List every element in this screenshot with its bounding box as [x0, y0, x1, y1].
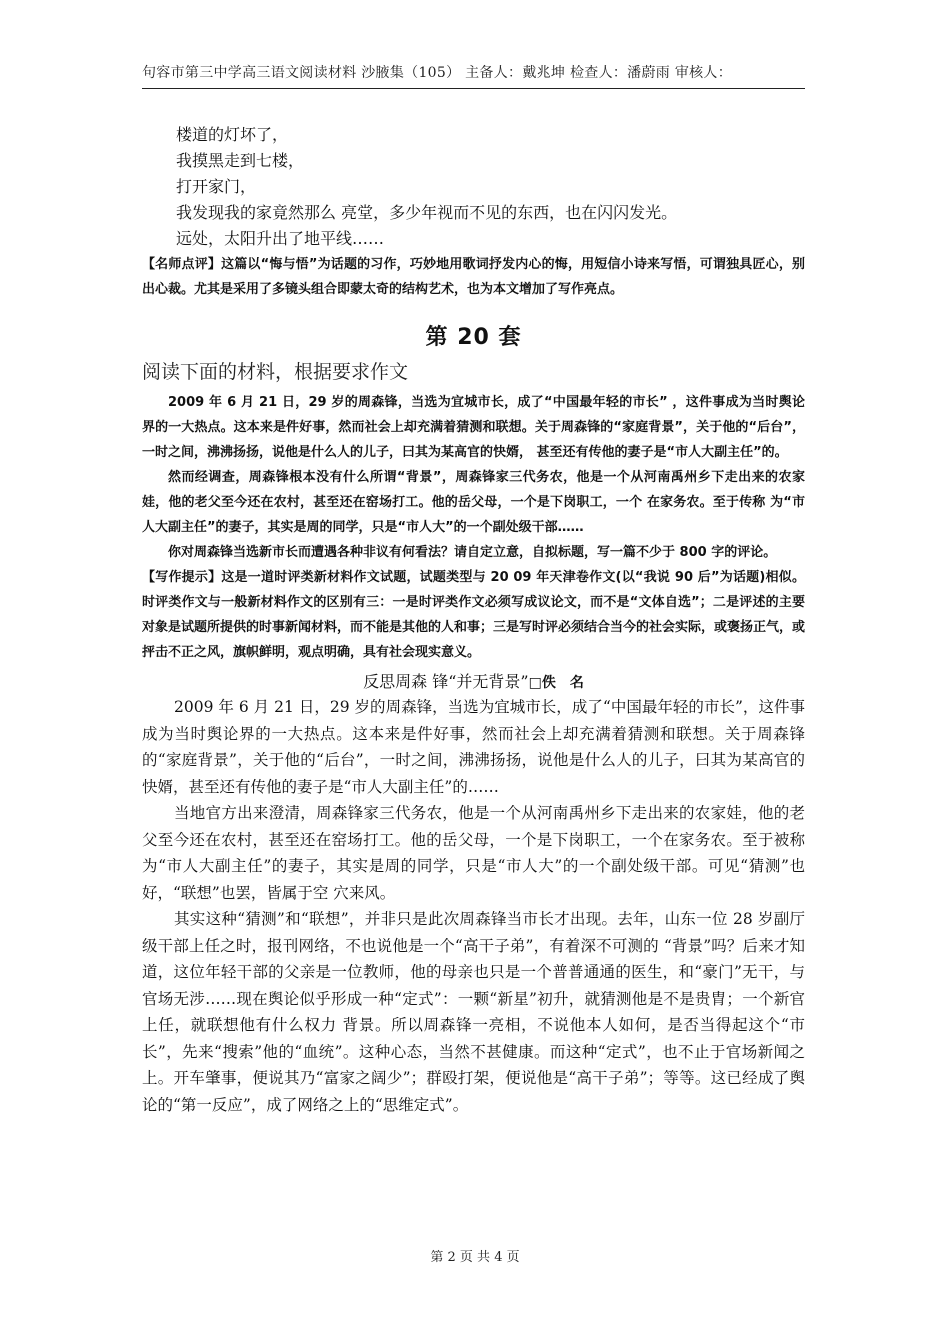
material-paragraph: 2009 年 6 月 21 日，29 岁的周森锋，当选为宜城市长，成了“中国最年轻的市长” ，这件事成为当时舆论界的一大热点。这本来是件好事，然而社会上却充满着猜测和联想。关于周森锋的“家庭背景”，关于他的“后台”，一时之间，沸沸扬扬，说他是什么人的儿子，曰其为某高官的快婿， 甚至还有传他的妻子是“市人大副主任”的。	[142, 395, 805, 460]
teacher-comment: 【名师点评】这篇以“悔与悟”为话题的习作，巧妙地用歌词抒发内心的悔，用短信小诗来写悟，可谓独具匠心，别出心裁。尤其是采用了多镜头组合即蒙太奇的结构艺术，也为本文增加了写作亮点。	[142, 257, 805, 297]
essay-paragraph: 2009 年 6 月 21 日，29 岁的周森锋，当选为宜城市长，成了“中国最年轻的市长”，这件事成为当时舆论界的一大热点。这本来是件好事，然而社会上却充满着猜测和联想。关于周森锋的“家庭背景”，关于他的“后台”，一时之间，沸沸扬扬，说他是什么人的儿子，曰其为某高官的快婿，甚至还有传他的妻子是“市人大副主任”的……	[142, 698, 805, 796]
poem-line: 楼道的灯坏了，	[176, 125, 289, 144]
poem	[142, 122, 805, 252]
essay-author: □佚 名	[528, 675, 584, 691]
essay-paragraph: 其实这种“猜测”和“联想”，并非只是此次周森锋当市长才出现。去年，山东一位 28 岁副厅级干部上任之时，报刊网络，不也说他是一个“高干子弟”，有着深不可测的 “背景”吗？后来才知道，这位年轻干部的父亲是一位教师，他的母亲也只是一个普普通通的医生，和“豪门”无干，与官场无涉……现在舆论似乎形成一种“定式”：一颗“新星”初升，就猜测他是不是贵胄；一个新官上任，就联想他有什么权力 背景。所以周森锋一亮相，不说他本人如何，是否当得起这个“市长”，先来“搜索”他的“血统”。这种心态，当然不甚健康。而这种“定式”，也不止于官场新闻之上。开车肇事，便说其乃“富家之阔少”；群殴打架，便说他是“高干子弟”；等等。这已经成了舆论的“第一反应”，成了网络之上的“思维定式”。	[142, 910, 805, 1114]
essay-title-line	[142, 669, 805, 692]
poem-line: 打开家门，	[176, 177, 257, 196]
essay-paragraph: 当地官方出来澄清，周森锋家三代务农，他是一个从河南禹州乡下走出来的农家娃，他的老父至今还在农村，甚至还在窑场打工。他的岳父母，一个是下岗职工，一个在家务农。至于被称为“市人大副主任”的妻子，其实是周的同学，只是“市人大”的一个副处级干部。可见“猜测”也好，“联想”也罢，皆属于空 穴来风。	[142, 804, 805, 902]
poem-line: 我发现我的家竟然那么 亮堂，多少年视而不见的东西，也在闪闪发光。	[176, 203, 678, 222]
material-paragraph: 然而经调查，周森锋根本没有什么所谓“背景”，周森锋家三代务农，他是一个从河南禹州乡下走出来的农家娃，他的老父至今还在农村，甚至还在窑场打工。他的岳父母，一个是下岗职工，一个 在家务农。至于传称 为“市人大副主任”的妻子，其实是周的同学，只是“市人大”的一个副处级干部……	[142, 470, 805, 535]
page-header: 句容市第三中学高三语文阅读材料 沙腋集（105） 主备人：戴兆坤 检查人：潘蔚雨 审核人：	[142, 65, 733, 81]
poem-line: 我摸黑走到七楼，	[176, 151, 305, 170]
task-title: 阅读下面的材料，根据要求作文	[142, 361, 409, 383]
page-number: 第 2 页 共 4 页	[430, 1250, 520, 1265]
page-content	[142, 122, 805, 1118]
set-title: 第 20 套	[425, 325, 522, 350]
writing-prompt: 你对周森锋当选新市长而遭遇各种非议有何看法？请自定立意，自拟标题，写一篇不少于 800 字的评论。	[168, 545, 777, 560]
essay-title: 反思周森 锋“并无背景”	[363, 672, 529, 691]
poem-line: 远处，太阳升出了地平线……	[176, 229, 385, 248]
header-divider	[142, 88, 805, 89]
writing-tip: 【写作提示】这是一道时评类新材料作文试题，试题类型与 20 09 年天津卷作文(以“我说 90 后”为话题)相似。时评类作文与一般新材料作文的区别有三：一是时评类作文必须写成议论文，而不是“文体自选”；二是评述的主要 对象是试题所提供的时事新闻材料，而不能是其他的人和事；三是写时评必须结合当今的社会实际，或褒扬正气，或抨击不正之风，旗帜鲜明，观点明确，具有社会现实意义。	[142, 570, 806, 660]
